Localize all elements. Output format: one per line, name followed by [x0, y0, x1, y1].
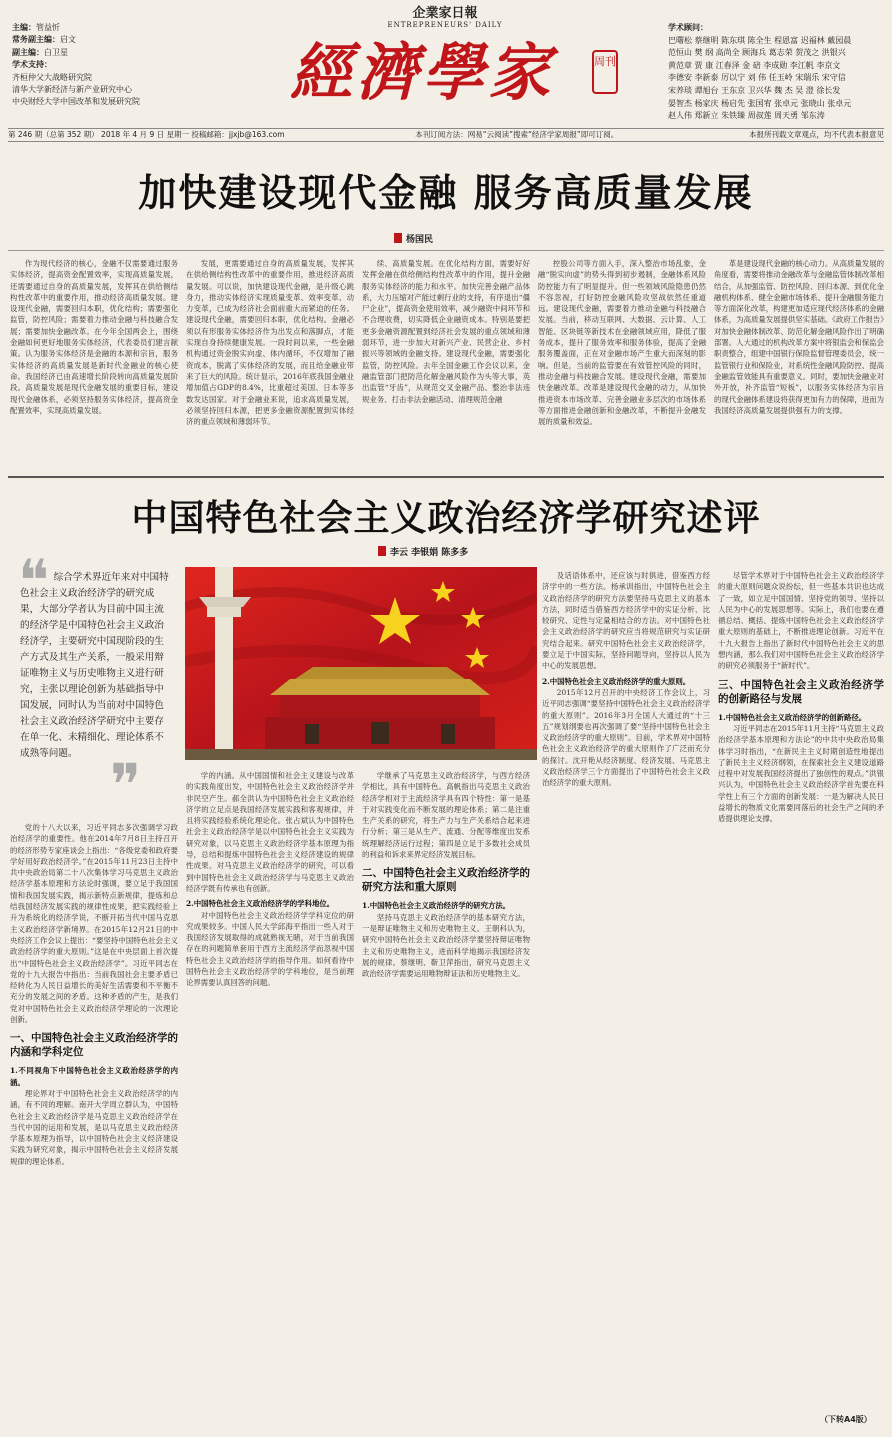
staff-label: 常务副主编：: [12, 35, 60, 45]
section-heading-3: 三、中国特色社会主义政治经济学的创新路径与发展: [718, 678, 884, 705]
staff-row: [12, 96, 140, 108]
advisor-row: 赵人伟 郑新立 朱铁臻 周叔莲 周天勇 邹东涛: [668, 111, 825, 121]
article1-col-text: 续、高质量发展。在优化结构方面，需要好好发挥金融在供给侧结构性改革中的作用，提升金融服务实体经济的能力和水平。加快完善金融产品体系，大力压缩对产能过剩行业的支持，有序退出“僵尸企业”，提高资金使用效率，减少融资中间环节和不合理收费，切实降低企业融资成本。特别是要把更多金融资源配置到经济社会发展的重点领域和薄弱环节，进一步加大对新兴产业、民营企业、乡村振兴等领域的金融支持。建设现代金融，需要强化监管，防控风险。去年全国金融工作会议以来，金融监管部门把防范化解金融风险作为头等大事，英出监管“牙齿”，从规范交叉金融产品、整治非法违规业务、打击非法金融活动、清理规范金融: [362, 259, 530, 404]
article1-byline: [394, 232, 433, 245]
article1-col-text: 发展，更需要通过自身的高质量发展，发挥其在供给侧结构性改革中的重要作用，推进经济高质量发展。可以说，加快建设现代金融，是升级心跳身力，推动实体经济实现质量变革、效率变革、动力变革，已成为经济社会面前重大而紧迫的任务。建设现代金融，需要回归本职，优化结构。金融必须以有形服务实体经济作为出发点和落脚点，才能实现自身持续健康发展。一段时间以来，一些金融机构通过资金脱实向虚、体内循环，不仅增加了融资成本，脱离了实体经济的发展，而且给金融业带来了巨大的风险。统计显示，2016年底我国金融业增加值占GDP的8.4%，比重超过美国、日本等多数发达国家。对于金融业来说，追求高质量发展，必须坚持回归本源，把更多金融资源配置到实体经济的重点领域和薄弱环节。: [186, 259, 354, 427]
advisors-label: 学术顾问：: [668, 23, 708, 32]
col1-body: 理论界对于中国特色社会主义政治经济学的内涵，有不同的理解。南开大学周立群认为，中国特色社会主义政治经济学是马克思主义政治经济学在当代中国的运用和发展，是以马克思主义政治经济学基本原理为指导，以中国特色社会主义经济建设实践为研究对象，揭示中国特色社会主义经济发展规律的理论体系。: [10, 1088, 178, 1166]
subheading-3-1: 1.中国特色社会主义政治经济学的创新路径。: [718, 712, 867, 722]
article1-column: [714, 258, 884, 468]
article1-headline: 加快建设现代金融 服务高质量发展: [138, 170, 754, 215]
staff-value: 齐桓仲父大战略研究院: [12, 72, 92, 82]
brand-cn: 企業家日報: [412, 6, 478, 21]
issue-info: 第 246 期（总第 352 期） 2018 年 4 月 9 日 星期一 投稿邮箱：jjxjb@163.com: [8, 130, 285, 139]
article2-byline: [378, 545, 468, 558]
article1-author: 杨国民: [406, 235, 434, 245]
advisors-block: [668, 22, 883, 123]
staff-value: 中央财经大学中国改革和发展研究院: [12, 97, 140, 107]
continued-note: （下转A4版）: [820, 1415, 872, 1424]
advisor-row: 巴曙松 蔡继明 陈东琪 陈全生 程恩富 迟福林 戴园晨: [668, 35, 852, 45]
section-heading-1: 一、中国特色社会主义政治经济学的内涵和学科定位: [10, 1032, 178, 1059]
issue-bar: [8, 128, 884, 142]
col1-intro: 党的十八大以来，习近平同志多次强调学习政治经济学的重要性。他在2014年7月8日主持召开的经济形势专家座谈会上指出：“各级党委和政府要学好用好政治经济学。”在2015年11月23日主持中共中央政治局第二十八次集体学习马克思主义政治经济学基本原理和方法论时强调，要立足于我国国情和我国发展实践，揭示新特点新规律，提炼和总结我国经济发展实践的规律性成果，把实践经验上升为系统化的经济学说，不断开拓当代中国马克思主义政治经济学新境界。在2015年12月21日的中央经济工作会议上提出：“要坚持中国特色社会主义政治经济学的重大原则。”这是在中央层面上首次提出“中国特色社会主义政治经济学”。习近平同志在党的十九大报告中指出：当前我国社会主要矛盾已经转化为人民日益增长的美好生活需要和不平衡不充分的发展之间的矛盾。这种矛盾的产生，是我们党对中国特色社会主义政治经济学理论的一次理论创新。: [10, 823, 178, 1025]
staff-row: [12, 47, 140, 59]
article2-headline: 中国特色社会主义政治经济学研究述评: [131, 497, 761, 539]
tiananmen-photo-illustration: [185, 567, 537, 760]
col2-body: 学的内涵。从中国国情和社会主义建设与改革的实践角度出发，中国特色社会主义政治经济学并非民空产生。郝全洪认为中国特色社会主义政治经济学的立足点是我国经济发展实践和客观规律，并且将实践经验系统化理论化。张占斌认为中国特色社会主义政治经济学是以中国特色社会主义实践为研究对象，以马克思主义政治经济学基本原理为指导，总结和提炼中国特色社会主义经济建设的规律性成果。对马克思主义政治经济学的研究，可以看到中国特色社会主义政治经济学与马克思主义政治经济学既有传承也有创新。: [186, 771, 354, 893]
article2-authors: 李云 李银娟 陈多多: [390, 548, 469, 558]
article2-column-5: [718, 570, 884, 1410]
col3-body: 学继承了马克思主义政治经济学，与西方经济学相比，具有中国特色。高帆指出马克思主义政治经济学相对于主流经济学具有四个特性：第一是基于对实践变化而不断发展的理论体系；第二是注重生产关系的研究，将生产力与生产关系结合起来进行分析；第三是从生产、流通、分配等维度出发系统理解经济运行过程；第四是立足于多数社会成员的利益和诉求来界定经济发展目标。: [362, 771, 530, 860]
advisors-list: [668, 35, 883, 123]
open-quote-icon: ❝: [18, 547, 50, 615]
col5-body2: 习近平同志在2015年11月主持“马克思主义政治经济学基本原理和方法论”的中共中央政治局集体学习时指出，“在新民主主义时期创造性地提出了新民主主义经济纲领，在探索社会主义建设道路过程中对发展我国经济提出了独创性的观点。”洪银兴认为，中国特色社会主义政治经济学首先要在科学性上有三个方面的创新发展：一是为解决人民日益增长的物质文化需要同落后的社会生产之间的矛盾提供理论支撑。: [718, 723, 884, 824]
article2-column-1: [10, 822, 178, 1424]
staff-row: [12, 59, 140, 71]
divider: [8, 250, 884, 251]
subheading-1-1: 1.不同视角下中国特色社会主义政治经济学的内涵。: [10, 1066, 178, 1087]
article1-col-text: 革是建设现代金融的核心动力。从高质量发展的角度看，需要将推动金融改革与金融监管体制改革相结合，从加强监管、防控风险、回归本源、到优化金融机构体系、健全金融市场体系、提升金融服务能力等方面深化改革，构建更加适应现代经济体系的金融体系，为高质量发展提供坚实基础。《政府工作报告》对加快金融体制改革、防范化解金融风险作出了明确部署。人大通过的机构改革方案中将银监会和保监会职责整合，组建中国银行保险监督管理委员会，统一监管银行业和保险业，对系统性金融风险防控、提高金融监管效能具有重要意义。同时，要加快金融业对外开放，补齐监管“短板”，以服务实体经济为宗旨的现代金融体系建设将获得更加有力的保障，进而为我国经济高质量发展提供强有力的支撑。: [714, 259, 884, 415]
advisor-row: 范恒山 樊 纲 高尚全 顾海兵 葛志荣 贺茂之 洪银兴: [668, 48, 846, 58]
brand-en: ENTREPRENEURS' DAILY: [387, 21, 503, 29]
section-heading-2: 二、中国特色社会主义政治经济学的研究方法和重大原则: [362, 867, 530, 894]
subheading-2-1: 1.中国特色社会主义政治经济学的研究方法。: [362, 901, 511, 911]
subscription-info: 本刊订阅方法：网易“云阅读”搜索“经济学家周报”即可订阅。: [415, 130, 619, 139]
close-quote-icon: ❞: [110, 751, 142, 819]
staff-value: 白卫星: [44, 47, 68, 57]
col3-body2: 坚持马克思主义政治经济学的基本研究方法，一是辩证唯物主义和历史唯物主义。王朝科认为，研究中国特色社会主义政治经济学要坚持辩证唯物主义和历史唯物主义，进而科学地揭示我国经济发展的规律。蔡继明、靳卫萍指出，研究马克思主义政治经济学需要运用唯物辩证法和历史唯物主义。: [362, 912, 530, 979]
newspaper-brand: [355, 2, 535, 29]
staff-value: 管益忻: [36, 23, 60, 32]
advisor-row: 李德安 李新泰 厉以宁 刘 伟 任玉岭 宋瑞乐 宋守信: [668, 73, 846, 83]
staff-row: [12, 34, 140, 46]
staff-value: 清华大学新经济与新产业研究中心: [12, 85, 132, 95]
article1-column: [362, 258, 530, 468]
pull-quote: [18, 547, 170, 819]
article2-column-4: [542, 570, 710, 1424]
staff-row: [12, 22, 140, 34]
article1-col-text: 控股公司等方面入手，深入整治市场乱象，金融“脱实向虚”的势头得到初步遏制，金融体系风险防控能力有了明显提升。但一些领域风险隐患仍然不容忽视，打好防控金融风险攻坚战依然任重道远。建设现代金融，需要着力推动金融与科技融合发展。当前，移动互联网、大数据、云计算、人工智能、区块链等新技术在金融领域应用，降低了服务成本，提升了服务效率和服务体验，提高了金融服务覆盖面，正在对金融市场产生重大而深刻的影响。但是，当前的监管要在有效管控风险的同时，推动金融与科技融合发展。建设现代金融，需要加快金融改革。改革是建设现代金融的动力，从加快推进资本市场改革、完善金融业多层次的市场体系等方面推进金融创新和金融改革，不断提升金融发展的质量和效益。: [538, 259, 706, 427]
staff-label: 学术支持：: [12, 60, 52, 70]
pull-quote-text: 综合学术界近年来对中国特色社会主义政治经济学的研究成果，大部分学者认为目前中国主流的经济学是中国特色社会主义政治经济学，主要研究中国现阶段的生产方式及其生产关系，一般采用辩证唯物主义与历史唯物主义进行研究，主张以理论创新为基础指导中国发展，同时认为当前对中国特色社会主义政治经济学研究中主要存在单一化、未精细化、理论体系不成熟等问题。: [20, 572, 169, 759]
staff-label: 主编：: [12, 23, 36, 32]
staff-list: [12, 22, 140, 109]
byline-marker-icon: [378, 546, 386, 556]
byline-marker-icon: [394, 233, 402, 243]
col4-body2: 2015年12月召开的中央经济工作会议上，习近平同志强调“要坚持中国特色社会主义政治经济学的重大原则”。2016年3月全国人大通过的“十三五”规划纲要也再次强调了要“坚持中国特色社会主义政治经济学的重大原则”。目前，学术界对中国特色社会主义政治经济学的重大原则作了广泛而充分的探讨。沈开艳从经济制度、经济发展、马克思主义政治经济学三个方面提出了中国特色社会主义政治经济学的重大原则。: [542, 687, 710, 788]
col4-body: 及话语体系中，还应该与时俱进，借鉴西方经济学中的一些方法。杨承训指出，中国特色社会主义政治经济学的研究方法要坚持马克思主义的基本方法，同时适当借鉴西方经济学中的实证分析、比较研究、定性与定量相结合的方法。对中国特色社会主义政治经济学的研究应当将规范研究与实证研究结合起来。研究中国特色社会主义政治经济学，要立足于中国实际，坚持问题导向，坚持以人民为中心的发展思想。: [542, 571, 710, 671]
advisor-row: 黄范章 贾 康 江春泽 金 碚 李成勋 李江帆 李京文: [668, 60, 841, 70]
tiananmen-photo: [185, 567, 537, 760]
subheading-1-2: 2.中国特色社会主义政治经济学的学科地位。: [186, 899, 335, 909]
article1-column: [538, 258, 706, 468]
staff-label: 副主编：: [12, 47, 44, 57]
col2-body2: 对中国特色社会主义政治经济学学科定位的研究成果较多。中国人民大学邱海平指出一些人对于我国经济发展取得的成就熟视无睹，对于当前我国存在的问题简单套用于西方主流经济学而忽视中国特色社会主义政治经济学的指导作用。如何看待中国特色社会主义政治经济学的学科地位，是当前理论界需要认真回答的问题。: [186, 910, 354, 988]
disclaimer: 本报所刊载文章观点，均不代表本报意见: [749, 130, 884, 139]
staff-row: [12, 84, 140, 96]
article1-col-text: 作为现代经济的核心，金融不仅需要通过服务实体经济，提高资金配置效率，实现高质量发展，还需要通过自身的高质量发展，发挥其在供给侧结构性改革中的重要作用，推动经济高质量发展。建设现代金融，需要回归本职，优化结构；需要强化监管，防控风险；需要着力推动金融与科技融合发展；需要加快金融改革。在今年全国两会上，围绕金融如何更好地服务实体经济，代表委员们建言献策。认为服务实体经济是金融的本源和宗旨，服务实体经济的高质量发展是新时代金融业的核心使命。我国经济已由高速增长阶段转向高质量发展阶段。高质量发展是现代金融发展的重要目标，建设现代金融体系，必须坚持服务实体经济，提高资金配置效率，实现高质量发展。: [10, 259, 178, 415]
masthead-title: 經濟學家: [290, 36, 555, 109]
article2-column-2: [186, 770, 354, 1424]
staff-row: [12, 72, 140, 84]
masthead-logo: [290, 28, 620, 118]
article1-column: [186, 258, 354, 468]
advisor-row: 晏智杰 杨家庆 杨启先 张国宥 张卓元 张晓山 张卓元: [668, 98, 852, 108]
divider: [8, 476, 884, 478]
staff-value: 启文: [60, 35, 76, 45]
weekly-seal: 周刊: [592, 50, 618, 94]
col5-body: 尽管学术界对于中国特色社会主义政治经济学的重大原则问题众说纷纭，但一些基本共识也达成了一致，如立足中国国情、坚持党的领导、坚持以人民为中心的发展思想等。实际上，我们也要在遵循总结、概括、提炼中国特色社会主义政治经济学重大原则的基础上，不断推进理论创新。习近平在十九大报告上指出了新时代中国特色社会主义的思想内涵，那么我们对中国特色社会主义政治经济学的研究必须服务于“新时代”。: [718, 571, 884, 671]
advisor-row: 宋养琰 谭旭台 王东京 卫兴华 魏 杰 吴 澄 徐长发: [668, 85, 841, 95]
subheading-2-2: 2.中国特色社会主义政治经济学的重大原则。: [542, 676, 691, 686]
article1-column: [10, 258, 178, 468]
article2-column-3: [362, 770, 530, 1424]
